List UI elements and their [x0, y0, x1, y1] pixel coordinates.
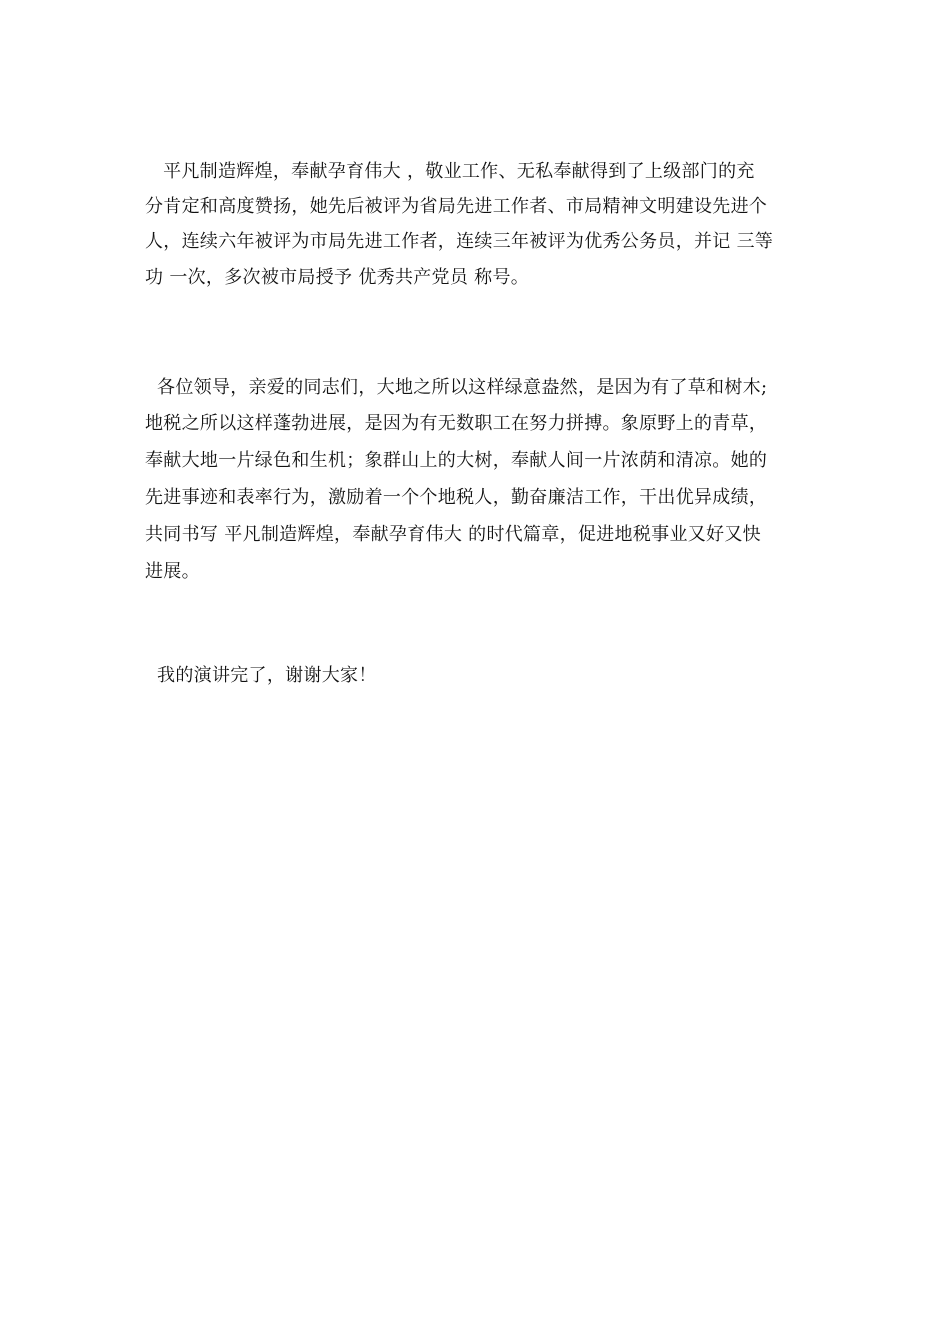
text-line: 地税之所以这样蓬勃进展，是因为有无数职工在努力拼搏。象原野上的青草，	[145, 413, 768, 434]
text-line: 平凡制造辉煌，奉献孕育伟大 ，敬业工作、无私奉献得到了上级部门的充	[145, 161, 755, 182]
text-line: 共同书写 平凡制造辉煌，奉献孕育伟大 的时代篇章，促进地税事业又好又快	[145, 524, 761, 545]
text-line: 分肯定和高度赞扬，她先后被评为省局先进工作者、市局精神文明建设先进个	[145, 196, 768, 217]
text-line: 人，连续六年被评为市局先进工作者，连续三年被评为优秀公务员，并记 三等	[145, 231, 774, 252]
text-line: 先进事迹和表率行为，激励着一个个地税人，勤奋廉洁工作，干出优异成绩，	[145, 487, 768, 508]
text-line: 我的演讲完了，谢谢大家！	[145, 665, 377, 686]
text-line: 功 一次，多次被市局授予 优秀共产党员 称号。	[145, 267, 530, 288]
text-line: 各位领导，亲爱的同志们，大地之所以这样绿意盎然，是因为有了草和树木;	[145, 377, 768, 398]
text-line: 奉献大地一片绿色和生机；象群山上的大树，奉献人间一片浓荫和清凉。她的	[145, 450, 768, 471]
text-line: 进展。	[145, 561, 200, 582]
